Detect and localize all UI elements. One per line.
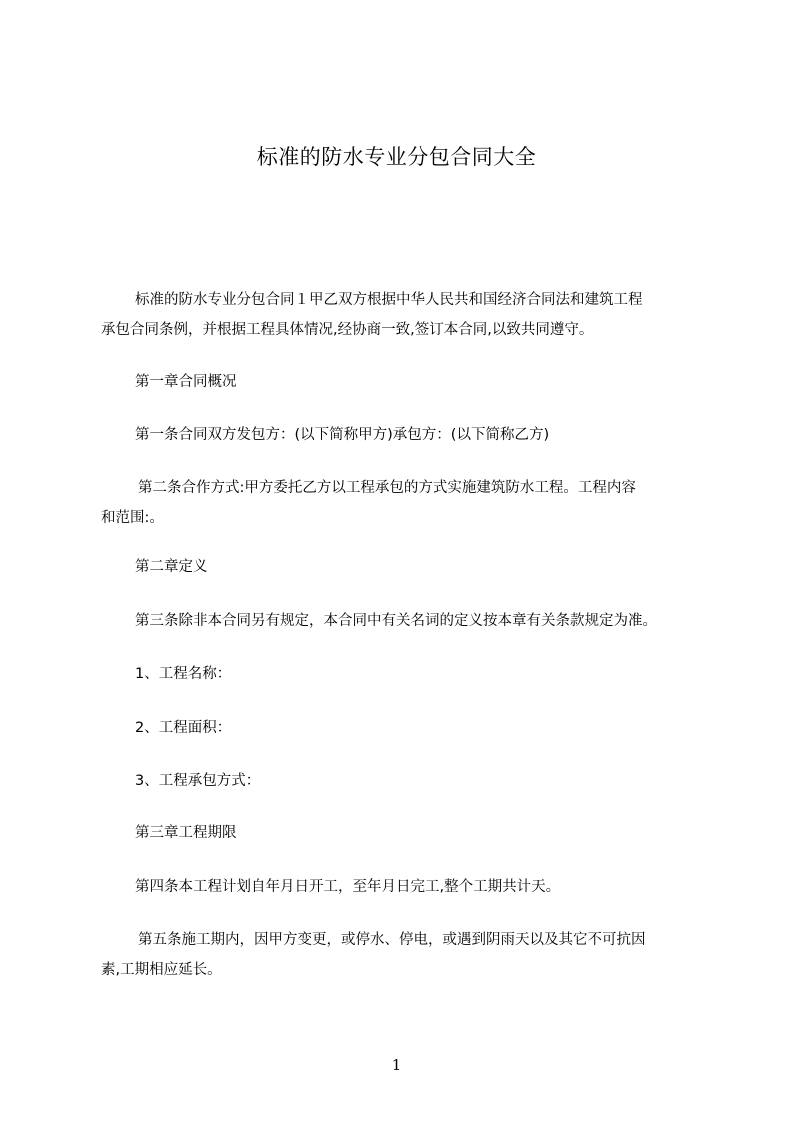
paragraph-line: 第二条合作方式:甲方委托乙方以工程承包的方式实施建筑防水工程。工程内容: [138, 480, 636, 496]
article-3: [101, 606, 707, 636]
paragraph-line: 第五条施工期内，因甲方变更，或停水、停电，或遇到阴雨天以及其它不可抗因: [138, 932, 646, 948]
paragraph-line: 承包合同条例，并根据工程具体情况,经协商一致,签订本合同,以致共同遵守。: [101, 322, 594, 338]
paragraph-line: 标准的防水专业分包合同１甲乙双方根据中华人民共和国经济合同法和建筑工程: [135, 292, 643, 308]
paragraph-line: 1、工程名称：: [135, 666, 232, 682]
page-number: 1: [391, 1056, 402, 1074]
paragraph-line: 和范围:。: [101, 510, 164, 526]
document-title: 标准的防水专业分包合同大全: [256, 145, 537, 169]
chapter-heading-3: [101, 818, 707, 848]
article-1: [101, 420, 707, 450]
paragraph-line: 3、工程承包方式：: [135, 773, 261, 789]
paragraph-line: 素,工期相应延长。: [101, 962, 222, 978]
paragraph-line: 第二章定义: [135, 559, 208, 575]
paragraph-line: 第三章工程期限: [135, 825, 237, 841]
paragraph-intro: [101, 285, 707, 345]
paragraph-line: 第一条合同双方发包方：(以下简称甲方)承包方：(以下简称乙方): [135, 427, 550, 443]
chapter-heading-1: [101, 367, 707, 397]
paragraph-line: 第四条本工程计划自年月日开工，至年月日完工,整个工期共计天。: [135, 879, 561, 895]
paragraph-line: 第一章合同概况: [135, 374, 237, 390]
paragraph-line: 2、工程面积：: [135, 720, 232, 736]
chapter-heading-2: [101, 552, 707, 582]
list-item-contract-mode: [101, 766, 707, 796]
article-2: [101, 473, 707, 533]
list-item-project-name: [101, 659, 707, 689]
paragraph-line: 第三条除非本合同另有规定，本合同中有关名词的定义按本章有关条款规定为准。: [135, 613, 657, 629]
article-5: [101, 925, 707, 985]
article-4: [101, 872, 707, 902]
list-item-project-area: [101, 713, 707, 743]
